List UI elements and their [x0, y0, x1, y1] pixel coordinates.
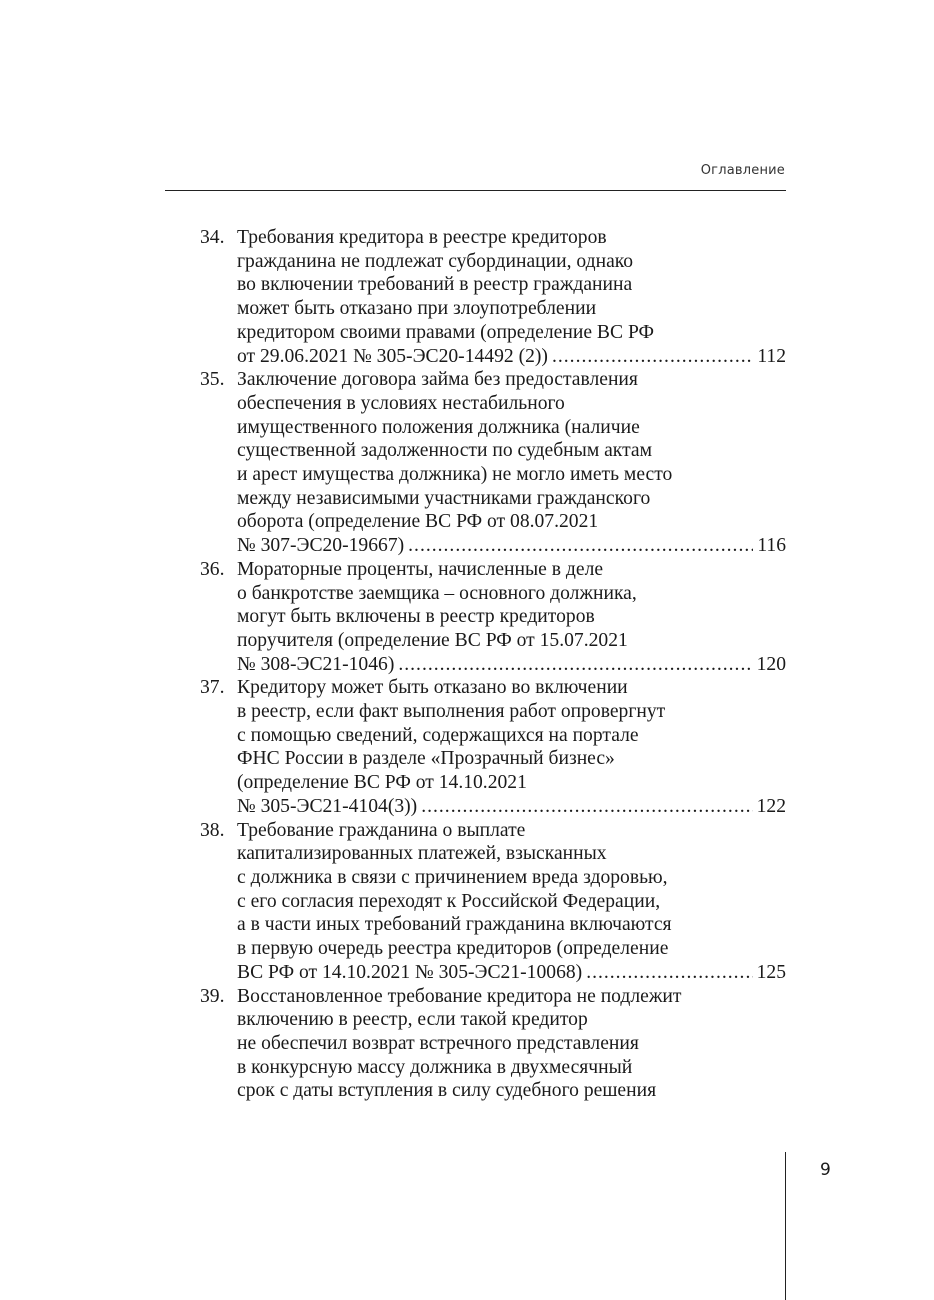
running-header-title: Оглавление [700, 163, 785, 178]
toc-entry-34[interactable] [200, 226, 786, 368]
dot-leader [586, 961, 752, 985]
toc-entry-number: 38. [200, 819, 225, 841]
toc-entry-text-line: Требования кредитора в реестре кредиторов [237, 227, 607, 248]
toc-entry-text-line: № 308-ЭС21-1046) [237, 653, 395, 675]
toc-entry-text-line: Мораторные проценты, начисленные в деле [237, 558, 604, 580]
toc-entry-text-line: срок с даты вступления в силу судебного решения [237, 1080, 657, 1102]
toc-entry-text-line: о банкротстве заемщика – основного должника, [237, 582, 637, 604]
toc-entry-text-line: не обеспечил возврат встречного представления [237, 1032, 639, 1054]
toc-entry-text-line: № 307-ЭС20-19667) [237, 535, 405, 557]
toc-entry-text-line: и арест имущества должника) не могло иметь место [237, 464, 673, 486]
toc-entry-text-line: Требование гражданина о выплате [237, 819, 526, 841]
dot-leader [408, 534, 753, 558]
toc-entry-text-line: с помощью сведений, содержащихся на портале [237, 724, 639, 746]
toc-entry-36[interactable] [200, 558, 786, 677]
toc-entry-text-line: (определение ВС РФ от 14.10.2021 [237, 772, 527, 794]
toc-entry-text-line: капитализированных платежей, взысканных [237, 843, 607, 865]
toc-page-ref[interactable]: 116 [757, 535, 786, 557]
toc-entry-text-line: № 305-ЭС21-4104(3)) [237, 795, 418, 817]
toc-entry-text-line: а в части иных требований гражданина включаются [237, 914, 672, 936]
toc-entry-text-line: оборота (определение ВС РФ от 08.07.2021 [237, 511, 599, 533]
toc-page-ref[interactable]: 120 [756, 653, 786, 675]
toc-entry-text-line: существенной задолженности по судебным актам [237, 440, 652, 462]
page-number: 9 [820, 1160, 831, 1180]
toc-page-ref[interactable]: 122 [756, 795, 786, 817]
toc-entry-text-line: в первую очередь реестра кредиторов (определение [237, 938, 669, 960]
toc-entry-text-line: с его согласия переходят к Российской Федерации, [237, 890, 661, 912]
toc-entry-text-line: ВС РФ от 14.10.2021 № 305-ЭС21-10068) [237, 961, 583, 983]
toc-entry-37[interactable] [200, 676, 786, 818]
dot-leader [398, 653, 752, 677]
dot-leader [421, 795, 752, 819]
header-rule [165, 190, 786, 191]
toc-page-ref[interactable]: 125 [756, 961, 786, 983]
toc-entry-text-line: поручителя (определение ВС РФ от 15.07.2021 [237, 629, 628, 651]
table-of-contents [200, 226, 786, 1103]
toc-entry-text-line: в конкурсную массу должника в двухмесячный [237, 1056, 633, 1078]
toc-entry-text-line: Восстановленное требование кредитора не подлежит [237, 985, 682, 1007]
toc-entry-text-line: могут быть включены в реестр кредиторов [237, 606, 595, 628]
toc-entry-text-line: обеспечения в условиях нестабильного [237, 392, 565, 414]
toc-entry-text-line: имущественного положения должника (наличие [237, 416, 640, 438]
toc-entry-number: 39. [200, 985, 225, 1007]
toc-entry-text-line: включению в реестр, если такой кредитор [237, 1009, 588, 1031]
toc-entry-number: 34. [200, 227, 225, 248]
toc-entry-text-line: кредитором своими правами (определение ВС РФ [237, 321, 654, 343]
toc-entry-35[interactable] [200, 368, 786, 558]
toc-entry-text-line: между независимыми участниками гражданского [237, 487, 651, 509]
toc-entry-text-line: от 29.06.2021 № 305-ЭС20-14492 (2)) [237, 345, 548, 367]
toc-entry-number: 36. [200, 558, 225, 580]
toc-entry-text-line: во включении требований в реестр гражданина [237, 274, 633, 296]
toc-page-ref[interactable]: 112 [757, 345, 786, 367]
toc-entry-text-line: с должника в связи с причинением вреда здоровью, [237, 866, 668, 888]
toc-entry-text-line: гражданина не подлежат субординации, однако [237, 250, 634, 272]
toc-entry-text-line: ФНС России в разделе «Прозрачный бизнес» [237, 748, 615, 770]
toc-entry-text-line: Заключение договора займа без предоставления [237, 369, 638, 391]
page-number-rule [785, 1152, 786, 1300]
toc-entry-number: 35. [200, 369, 225, 391]
toc-entry-text-line: в реестр, если факт выполнения работ опровергнут [237, 701, 666, 723]
dot-leader [552, 345, 753, 369]
toc-entry-38[interactable] [200, 819, 786, 985]
toc-entry-text-line: Кредитору может быть отказано во включении [237, 677, 628, 699]
toc-entry-39[interactable] [200, 985, 786, 1104]
toc-entry-number: 37. [200, 677, 225, 699]
toc-entry-text-line: может быть отказано при злоупотреблении [237, 298, 597, 320]
